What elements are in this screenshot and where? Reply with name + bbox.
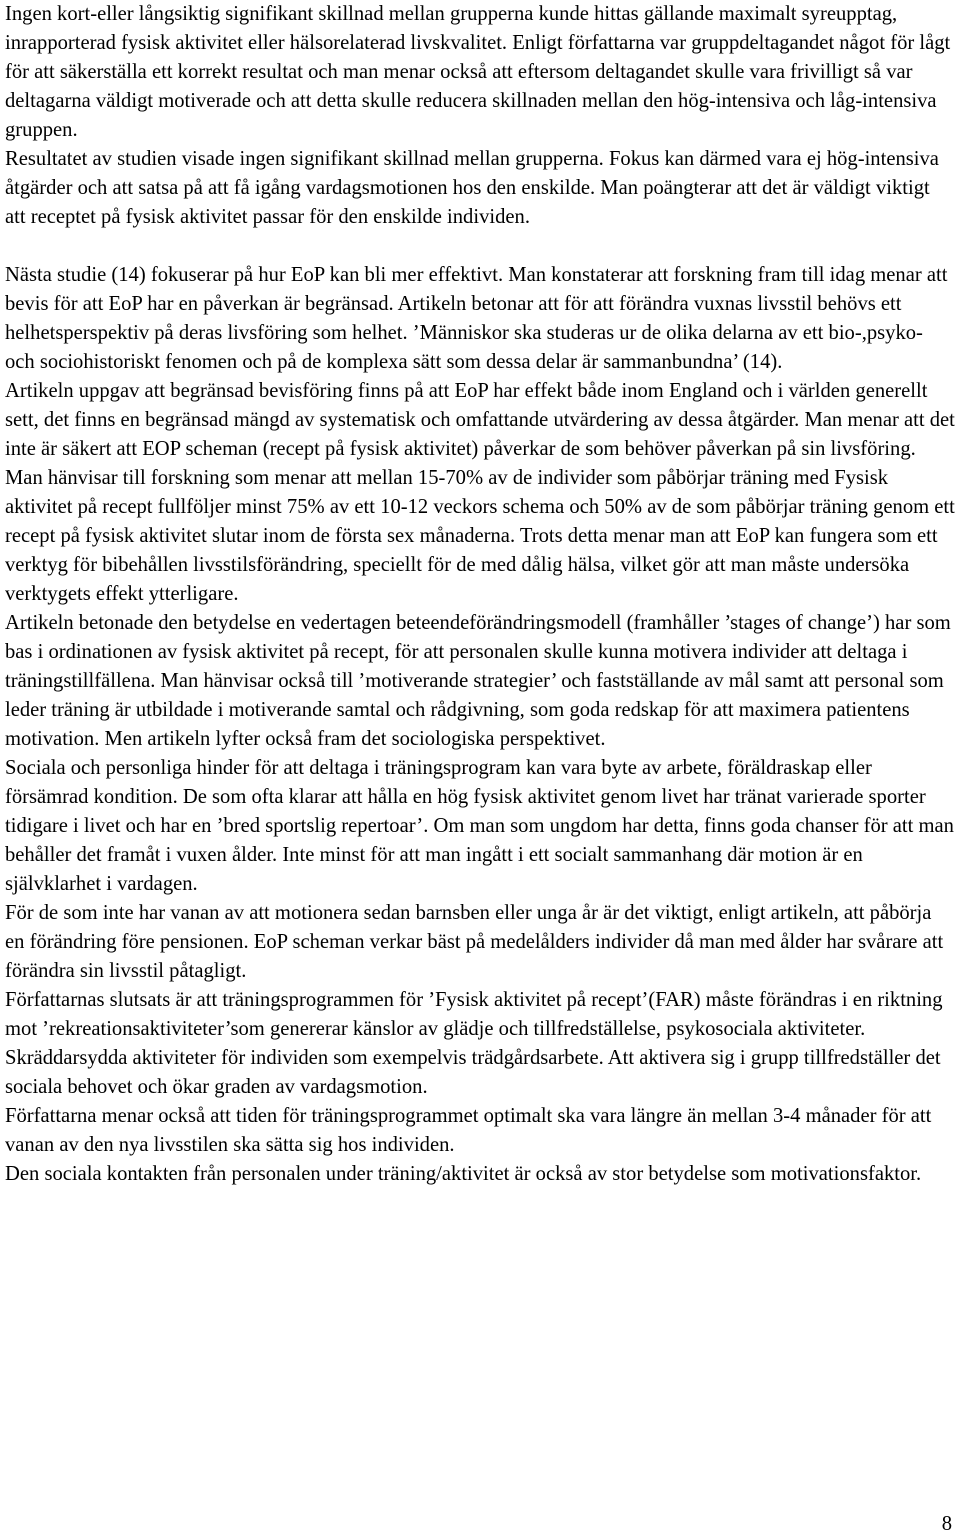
paragraph-study-result: Resultatet av studien visade ingen signifikant skillnad mellan grupperna. Fokus kan därmed vara ej hög-intensiva åtgärder och att satsa på att få igång vardagsmotionen hos den enskilde. Man poängterar att det är väldigt viktigt att receptet på fysisk aktivitet passar för den enskilde individen. xyxy=(5,148,939,228)
page-number: 8 xyxy=(941,1513,952,1535)
paragraph-behavior-model: Artikeln betonade den betydelse en vedertagen beteendeförändringsmodell (framhåller ’stages of change’) har som bas i ordinationen av fysisk aktivitet på recept, för att personalen skulle kunna motivera individer att deltaga i träningstillfällena. Man hänvisar också till ’motiverande strategier’ och fastställande av mål samt att personal som leder träning är utbildade i motiverande samtal och rådgivning, som goda redskap för att maximera patientens motivation. Men artikeln lyfter också fram det sociologiska perspektivet. xyxy=(5,612,951,750)
paragraph-authors-conclusion: Författarnas slutsats är att träningsprogrammen för ’Fysisk aktivitet på recept’(FAR) måste förändras i en riktning mot ’rekreationsaktiviteter’som genererar känslor av glädje och tillfredställelse, psykosociala aktiviteter. Skräddarsydda aktiviteter för individen som exempelvis trädgårdsarbete. Att aktivera sig i grupp tillfredställer det sociala behovet och ökar graden av vardagsmotion. xyxy=(5,989,943,1098)
paragraph-social-contact: Den sociala kontakten från personalen under träning/aktivitet är också av stor betydelse som motivationsfaktor. xyxy=(5,1163,922,1185)
paragraph-research-reference: Man hänvisar till forskning som menar att mellan 15-70% av de individer som påbörjar träning med Fysisk aktivitet på recept fullföljer minst 75% av ett 10-12 veckors schema och 50% av de som påbörjar träning genom ett recept på fysisk aktivitet slutar inom de första sex månaderna. Trots detta menar man att EoP kan fungera som ett verktyg för bibehållen livsstilsförändring, speciellt för de med dålig hälsa, vilket gör att man måste undersöka verktygets effekt ytterligare. xyxy=(5,467,955,605)
paragraph-pension: För de som inte har vanan av att motionera sedan barnsben eller unga år är det viktigt, enligt artikeln, att påbörja en förändring före pensionen. EoP scheman verkar bäst på medelålders individer då man med ålder har svårare att förändra sin livsstil påtagligt. xyxy=(5,902,944,982)
paragraph-evidence: Artikeln uppgav att begränsad bevisföring finns på att EoP har effekt både inom England och i världen generellt sett, det finns en begränsad mängd av systematisk och omfattande utvärdering av dessa åtgärder. Man menar att det inte är säkert att EOP scheman (recept på fysisk aktivitet) påverkar de som behöver påverkan på sin livsföring. xyxy=(5,380,955,460)
paragraph-group-difference: Ingen kort-eller långsiktig signifikant skillnad mellan grupperna kunde hittas gällande maximalt syreupptag, inrapporterad fysisk aktivitet eller hälsorelaterad livskvalitet. Enligt författarna var gruppdeltagandet något för lågt för att säkerställa ett korrekt resultat och man menar också att eftersom deltagandet skulle vara frivilligt så var deltagarna väldigt motiverade och att detta skulle reducera skillnaden mellan den hög-intensiva och låg-intensiva gruppen. xyxy=(5,3,951,141)
paragraph-study-14: Nästa studie (14) fokuserar på hur EoP kan bli mer effektivt. Man konstaterar att forskning fram till idag menar att bevis för att EoP har en påverkan är begränsad. Artikeln betonar att för att förändra vuxnas livsstil behövs ett helhetsperspektiv på deras livsföring som helhet. ’Människor ska studeras ur de olika delarna av ett bio-,psyko- och sociohistoriskt fenomen och på de komplexa sätt som dessa delar är sammanbundna’ (14). xyxy=(5,264,948,373)
paragraph-social-barriers: Sociala och personliga hinder för att deltaga i träningsprogram kan vara byte av arbete, föräldraskap eller försämrad kondition. De som ofta klarar att hålla en hög fysisk aktivitet genom livet har tränat varierade sporter tidigare i livet och har en ’bred sportslig repertoar’. Om man som ungdom har detta, finns goda chanser för att man behåller det framåt i vuxen ålder. Inte minst för att man ingått i ett socialt sammanhang där motion är en självklarhet i vardagen. xyxy=(5,757,954,895)
document-page xyxy=(5,0,955,1189)
paragraph-program-duration: Författarna menar också att tiden för träningsprogrammet optimalt ska vara längre än mellan 3-4 månader för att vanan av den nya livsstilen ska sätta sig hos individen. xyxy=(5,1105,932,1156)
